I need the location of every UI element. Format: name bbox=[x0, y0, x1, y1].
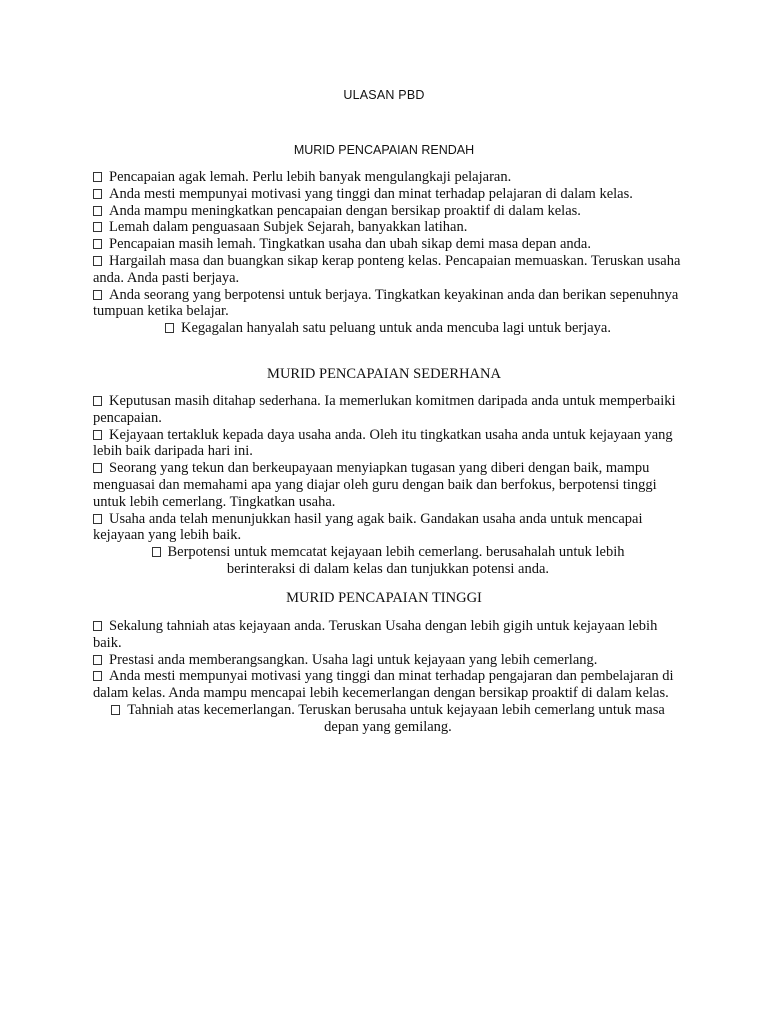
bullet-box-icon bbox=[93, 222, 102, 232]
section-heading-sederhana: MURID PENCAPAIAN SEDERHANA bbox=[267, 366, 501, 382]
list-item: Kejayaan tertakluk kepada daya usaha anda. Oleh itu tingkatkan usaha anda untuk kejayaan yang lebih baik daripada hari ini. bbox=[93, 426, 673, 460]
bullet-box-icon bbox=[111, 705, 120, 715]
section-sederhana-list bbox=[93, 393, 683, 578]
list-item: Berpotensi untuk memcatat kejayaan lebih cemerlang. berusahalah untuk lebih berinteraksi di dalam kelas dan tunjukkan potensi anda. bbox=[93, 544, 683, 578]
list-item: Anda mesti mempunyai motivasi yang tinggi dan minat terhadap pelajaran di dalam kelas. bbox=[93, 186, 683, 203]
bullet-box-icon bbox=[93, 189, 102, 199]
list-item: Sekalung tahniah atas kejayaan anda. Teruskan Usaha dengan lebih gigih untuk kejayaan lebih baik. bbox=[93, 618, 658, 651]
bullet-box-icon bbox=[93, 655, 102, 665]
section-tinggi-list bbox=[93, 618, 683, 736]
bullet-box-icon bbox=[93, 621, 102, 631]
bullet-box-icon bbox=[93, 671, 102, 681]
list-item: Usaha anda telah menunjukkan hasil yang agak baik. Gandakan usaha anda untuk mencapai kejayaan yang lebih baik. bbox=[93, 510, 643, 544]
list-item: Pencapaian agak lemah. Perlu lebih banyak mengulangkaji pelajaran. bbox=[93, 169, 683, 186]
list-item: Seorang yang tekun dan berkeupayaan menyiapkan tugasan yang diberi dengan baik, mampu menguasai dan memahami apa yang diajar oleh guru dengan baik dan berfokus, berpotensi tinggi untuk lebih cemerlang. Tingkatkan usaha. bbox=[93, 460, 657, 510]
list-item: Tahniah atas kecemerlangan. Teruskan berusaha untuk kejayaan lebih cemerlang untuk masa depan yang gemilang. bbox=[93, 702, 683, 736]
list-item: Anda mesti mempunyai motivasi yang tinggi dan minat terhadap pengajaran dan pembelajaran di dalam kelas. Anda mampu mencapai lebih kecemerlangan dengan bersikap proaktif di dalam kelas. bbox=[93, 668, 674, 702]
bullet-box-icon bbox=[93, 396, 102, 406]
section-heading-rendah: MURID PENCAPAIAN RENDAH bbox=[293, 143, 475, 157]
bullet-box-icon bbox=[93, 256, 102, 266]
list-item: Lemah dalam penguasaan Subjek Sejarah, banyakkan latihan. bbox=[93, 219, 683, 236]
bullet-box-icon bbox=[93, 514, 102, 524]
bullet-box-icon bbox=[93, 239, 102, 249]
section-rendah-list bbox=[93, 169, 683, 337]
list-item: Anda mampu meningkatkan pencapaian dengan bersikap proaktif di dalam kelas. bbox=[93, 203, 683, 220]
list-item: Kegagalan hanyalah satu peluang untuk anda mencuba lagi untuk berjaya. bbox=[93, 320, 683, 337]
list-item: Hargailah masa dan buangkan sikap kerap ponteng kelas. Pencapaian memuaskan. Teruskan usaha anda. Anda pasti berjaya. bbox=[93, 252, 681, 286]
section-heading-tinggi: MURID PENCAPAIAN TINGGI bbox=[286, 590, 482, 606]
bullet-box-icon bbox=[93, 290, 102, 300]
list-item: Prestasi anda memberangsangkan. Usaha lagi untuk kejayaan yang lebih cemerlang. bbox=[93, 652, 683, 669]
bullet-box-icon bbox=[93, 463, 102, 473]
list-item: Anda seorang yang berpotensi untuk berjaya. Tingkatkan keyakinan anda dan berikan sepenuhnya tumpuan ketika belajar. bbox=[93, 286, 679, 320]
document-title: ULASAN PBD bbox=[343, 88, 425, 102]
list-item: Keputusan masih ditahap sederhana. Ia memerlukan komitmen daripada anda untuk memperbaiki pencapaian. bbox=[93, 393, 676, 426]
bullet-box-icon bbox=[93, 172, 102, 182]
bullet-box-icon bbox=[93, 206, 102, 216]
list-item: Pencapaian masih lemah. Tingkatkan usaha dan ubah sikap demi masa depan anda. bbox=[93, 236, 683, 253]
bullet-box-icon bbox=[165, 323, 174, 333]
bullet-box-icon bbox=[93, 430, 102, 440]
bullet-box-icon bbox=[152, 547, 161, 557]
